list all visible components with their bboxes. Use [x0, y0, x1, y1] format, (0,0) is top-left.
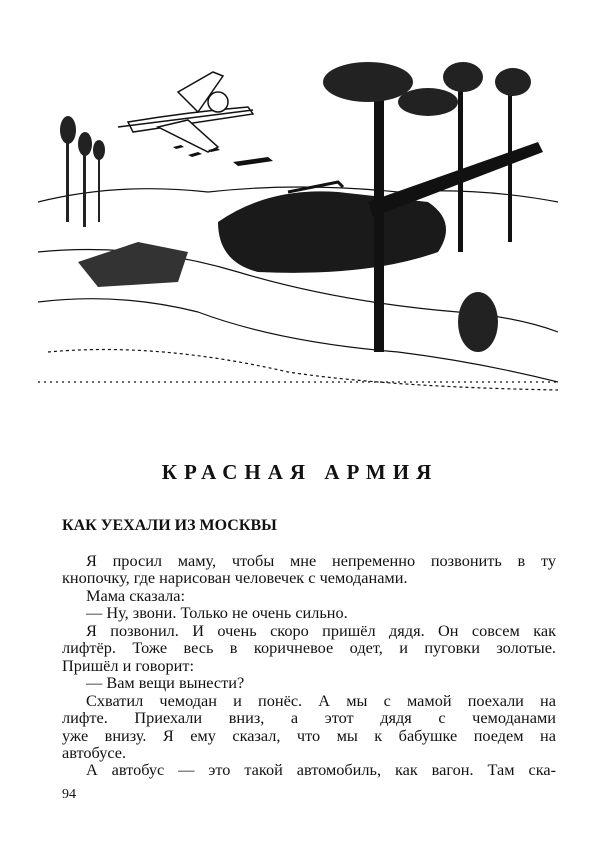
- plane-icon: [118, 72, 253, 152]
- page-number: 94: [62, 787, 76, 802]
- text-line: Я позвонил. И очень скоро пришёл дядя. Он совсем как: [86, 620, 556, 640]
- chapter-title: КРАСНАЯ АРМИЯ: [161, 460, 439, 484]
- text-line: — Вам вещи вынести?: [86, 673, 245, 693]
- text-line: уже внизу. Я ему сказал, что мы к бабушке поедем на: [62, 725, 556, 745]
- text-line: Пришёл и говорит:: [62, 655, 194, 675]
- text-line: Схватил чемодан и понёс. А мы с мамой поехали на: [86, 690, 556, 710]
- text-line: А автобус — это такой автомобиль, как вагон. Там ска-: [86, 760, 556, 780]
- illustration-planes-tank-forest: [38, 52, 558, 392]
- tank-icon: [218, 191, 446, 272]
- text-line: кнопочку, где нарисован человечек с чемоданами.: [62, 568, 408, 588]
- text-line: автобусе.: [62, 742, 127, 762]
- text-line: лифте. Приехали вниз, а этот дядя с чемоданами: [62, 708, 556, 728]
- text-line: лифтёр. Тоже весь в коричневое одет, и пуговки золотые.: [62, 638, 556, 658]
- text-line: Я просил маму, чтобы мне непременно позвонить в ту: [86, 551, 556, 570]
- text-line: — Ну, звони. Только не очень сильно.: [86, 603, 348, 623]
- story-text: [62, 552, 556, 779]
- story-title: КАК УЕХАЛИ ИЗ МОСКВЫ: [62, 517, 277, 534]
- text-line: Мама сказала:: [86, 585, 185, 605]
